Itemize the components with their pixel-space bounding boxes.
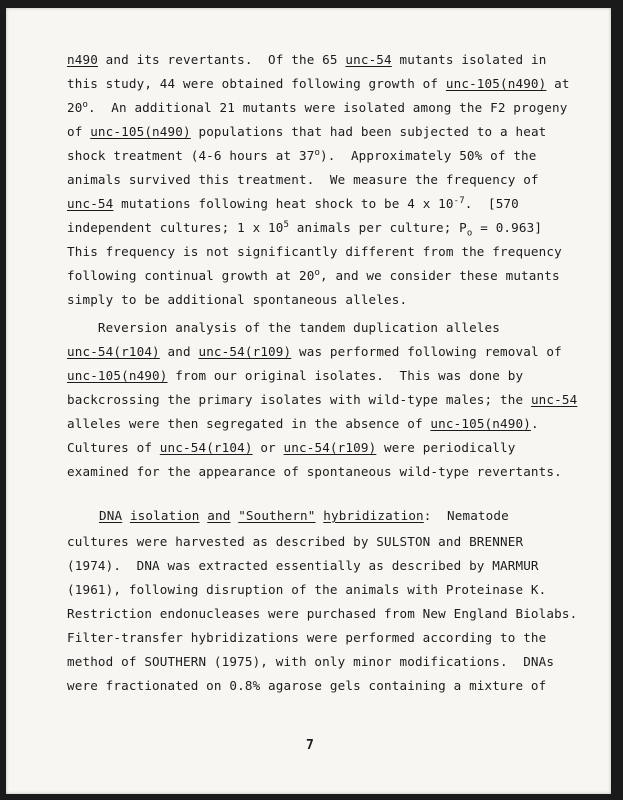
text-line: (1961), following disruption of the animals with Proteinase K. — [67, 582, 547, 597]
gene-name: unc-54(r104) — [159, 440, 253, 455]
text-span: shock treatment (4-6 hours at 37 — [67, 148, 315, 163]
text-line — [67, 76, 570, 92]
superscript: o — [82, 99, 89, 110]
gene-name: unc-54(r109) — [283, 440, 377, 455]
text-span: ). Approximately 50% of the — [320, 148, 537, 163]
text-line: were fractionated on 0.8% agarose gels containing a mixture of — [67, 678, 547, 693]
text-line: Reversion analysis of the tandem duplication alleles — [67, 320, 500, 335]
text-span: of — [67, 124, 91, 139]
text-span: Cultures of — [67, 440, 160, 455]
text-line: (1974). DNA was extracted essentially as described by MARMUR — [67, 558, 539, 573]
text-line — [67, 124, 546, 140]
gene-name: unc-54(r104) — [67, 344, 160, 359]
text-span: or — [252, 440, 284, 455]
text-span: alleles were then segregated in the absence of — [67, 416, 431, 431]
text-line: This frequency is not significantly different from the frequency — [67, 244, 562, 259]
text-span: . An additional 21 mutants were isolated among the F2 progeny — [88, 100, 568, 115]
text-line: Restriction endonucleases were purchased from New England Biolabs. — [67, 606, 578, 621]
text-line: Filter-transfer hybridizations were performed according to the — [67, 630, 547, 645]
text-span: from our original isolates. This was done by — [167, 368, 524, 383]
text-line — [67, 368, 523, 384]
text-span: , and we consider these mutants — [320, 268, 560, 283]
gene-name: unc-105(n490) — [430, 416, 531, 431]
section-heading — [99, 508, 509, 524]
text-span: was performed following removal of — [291, 344, 562, 359]
subscript: o — [466, 228, 473, 239]
heading-word: "Southern" — [238, 508, 316, 523]
text-span: mutations following heat shock to be 4 x 10 — [113, 196, 454, 211]
text-span: were periodically — [376, 440, 516, 455]
heading-word: and — [207, 508, 231, 523]
text-line — [67, 148, 537, 164]
gene-name: unc-105(n490) — [67, 368, 168, 383]
text-line — [67, 52, 546, 68]
text-line — [67, 344, 562, 360]
gene-name: unc-105(n490) — [445, 76, 547, 91]
text-line — [67, 268, 560, 284]
text-span: backcrossing the primary isolates with wild-type males; the — [67, 392, 531, 407]
heading-word: DNA — [99, 508, 123, 523]
text-line — [67, 219, 543, 239]
text-span: this study, 44 were obtained following growth of — [67, 76, 446, 91]
text-line: simply to be additional spontaneous alleles. — [67, 292, 408, 307]
gene-name: n490 — [67, 52, 98, 67]
text-span: mutants isolated in — [391, 52, 547, 67]
text-span: . — [530, 416, 539, 431]
text-line: examined for the appearance of spontaneous wild-type revertants. — [67, 464, 562, 479]
text-span: animals per culture; P — [289, 220, 467, 235]
superscript: -7 — [453, 195, 465, 206]
text-span: = 0.963] — [472, 220, 543, 235]
text-line — [67, 100, 567, 116]
text-span: : Nematode — [423, 508, 509, 523]
gene-name: unc-105(n490) — [90, 124, 191, 139]
text-span: independent cultures; 1 x 10 — [67, 220, 284, 235]
text-line — [67, 392, 577, 408]
text-line — [67, 440, 516, 456]
text-line: method of SOUTHERN (1975), with only minor modifications. DNAs — [67, 654, 555, 669]
text-span: and — [159, 344, 199, 359]
gene-name: unc-54 — [530, 392, 578, 407]
text-line — [67, 196, 519, 212]
heading-word: isolation — [129, 508, 200, 523]
text-span: and its revertants. Of the 65 — [97, 52, 346, 67]
gene-name: unc-54(r109) — [198, 344, 292, 359]
superscript: o — [314, 267, 321, 278]
superscript: 5 — [283, 219, 290, 230]
text-span: 20 — [67, 100, 83, 115]
text-span: . [570 — [464, 196, 519, 211]
text-span: following continual growth at 20 — [67, 268, 315, 283]
text-span: populations that had been subjected to a heat — [190, 124, 547, 139]
gene-name: unc-54 — [345, 52, 392, 67]
gene-name: unc-54 — [67, 196, 114, 211]
text-span: at — [546, 76, 570, 91]
heading-word: hybridization — [323, 508, 424, 523]
text-line: animals survived this treatment. We measure the frequency of — [67, 172, 539, 187]
text-line: cultures were harvested as described by SULSTON and BRENNER — [67, 534, 524, 549]
text-line — [67, 416, 539, 432]
document-page — [6, 8, 611, 794]
page-number: 7 — [306, 738, 314, 753]
superscript: o — [314, 147, 321, 158]
